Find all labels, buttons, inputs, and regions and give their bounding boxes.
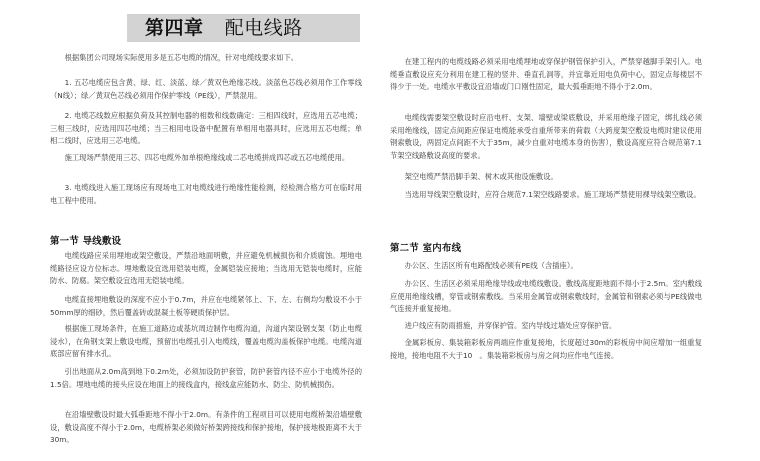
body-paragraph: 电缆线路应采用埋地或架空敷设，严禁沿地面明敷，并应避免机械损伤和介质腐蚀。埋地电缆路径应设方位标志。埋地敷设宜选用铠装电缆，金属铠装应接地；当选用无铠装电缆时，应能防水、防腐。架空敷设宜选用无铠装电缆。	[50, 251, 362, 286]
body-paragraph: 当选用导线架空敷设时，应符合规范7.1架空线路要求。施工现场严禁使用裸导线架空敷设。	[404, 190, 701, 199]
body-paragraph: 电缆线需要架空敷设时应沿电杆、支架、墙壁或梁底敷设，并采用绝缘子固定，绑扎线必须采用绝缘线，固定点间距应保证电缆能承受自重所带来的荷载（大跨度架空敷设电缆时建议使用钢索敷设，两固定点间距不大于35m，减少自重对电缆本身的伤害），敷设高度应符合规范第7.1节架空线路敷设高度的要求。	[390, 113, 702, 160]
chapter-title	[145, 15, 303, 41]
body-paragraph: 办公区、生活区必须采用绝缘导线或电缆线敷设。敷线高度距地面不得小于2.5m。室内敷线应使用绝缘线槽，穿管或钢索敷线。当采用金属管或钢索敷线时，金属管和钢索必须与PE线做电气连接并重复接地。	[390, 279, 702, 314]
intro-paragraph: 2. 电缆芯线数应根据负荷及其控制电器的相数和线数确定：三相四线时，应选用五芯电缆；三相三线时，应选用四芯电缆；当三相用电设备中配置有单相用电器具时，应选用五芯电缆；单相二线时，应选用三芯电缆。	[50, 111, 362, 146]
body-paragraph: 架空电缆严禁沿脚手架、树木或其他设施敷设。	[404, 172, 558, 181]
intro-paragraph: 施工现场严禁使用三芯、四芯电缆外加单根绝缘线或二芯电缆拼成四芯或五芯电缆使用。	[64, 153, 350, 162]
chapter-number: 第四章	[145, 17, 204, 39]
body-paragraph: 在建工程内的电缆线路必须采用电缆埋地或穿保护钢管保护引入，严禁穿越脚手架引入。电缆垂直敷设应充分利用在建工程的竖井、垂直孔洞等，并宜靠近用电负荷中心，固定点每楼层不得少于一处。电缆水平敷设宜沿墙或门口刚性固定，最大弧垂距地不得小于2.0m。	[390, 57, 702, 92]
body-paragraph: 电缆直接埋地敷设的深度不应小于0.7m，并应在电缆紧邻上、下、左、右侧均匀敷设不小于50mm厚的细砂，然后覆盖砖或混凝土板等硬质保护层。	[50, 295, 362, 317]
body-paragraph: 在沿墙壁敷设时最大弧垂距地不得小于2.0m。有条件的工程项目可以使用电缆桥架沿墙壁敷设，敷设高度不得小于2.0m，电缆桥架必须做好桥架跨接线和保护接地，保护接地极距离不大于30m。	[50, 410, 362, 445]
intro-paragraph: 根据集团公司现场实际使用多是五芯电缆的情况，针对电缆线要求如下。	[64, 53, 299, 62]
body-paragraph: 引出地面从2.0m高到地下0.2m处，必须加设防护套管，防护套管内径不应小于电缆外径的1.5倍。埋地电缆的接头应设在地面上的接线盒内，接线盒应能防水、防尘、防机械损伤。	[50, 367, 362, 389]
section-heading-2: 第二节 室内布线	[390, 243, 462, 254]
chapter-name: 配电线路	[224, 17, 303, 39]
body-paragraph: 金属彩板房、集装箱彩板房两端应作重复接地，长度超过30m的彩板房中间应增加一组重复接地，接地电阻不大于10 。集装箱彩板房与房之间均应作电气连接。	[390, 338, 702, 360]
intro-paragraph: 1. 五芯电缆应包含黄、绿、红、淡蓝、绿／黄双色绝缘芯线。淡蓝色芯线必须用作工作零线（N线）；绿／黄双色芯线必须用作保护零线（PE线），严禁混用。	[50, 78, 362, 100]
body-paragraph: 根据施工现场条件，在施工道路边或基坑周边制作电缆沟道，沟道内架设钢支架（防止电缆浸水），在角钢支架上敷设电缆，预留出电缆孔引入电缆线，覆盖电缆沟盖板保护电缆。电缆沟道底部应留有排水孔。	[50, 324, 362, 359]
body-paragraph: 办公区、生活区所有电路配线必须有PE线（含插座）。	[404, 261, 578, 270]
section-heading-1: 第一节 导线敷设	[50, 236, 122, 247]
intro-paragraph: 3. 电缆线进入施工现场应有现场电工对电缆线进行绝缘性能检测，经检测合格方可在临时用电工程中使用。	[50, 183, 362, 205]
body-paragraph: 进户线应有防雨措施，并穿保护管。室内导线过墙处应穿保护管。	[404, 321, 617, 330]
